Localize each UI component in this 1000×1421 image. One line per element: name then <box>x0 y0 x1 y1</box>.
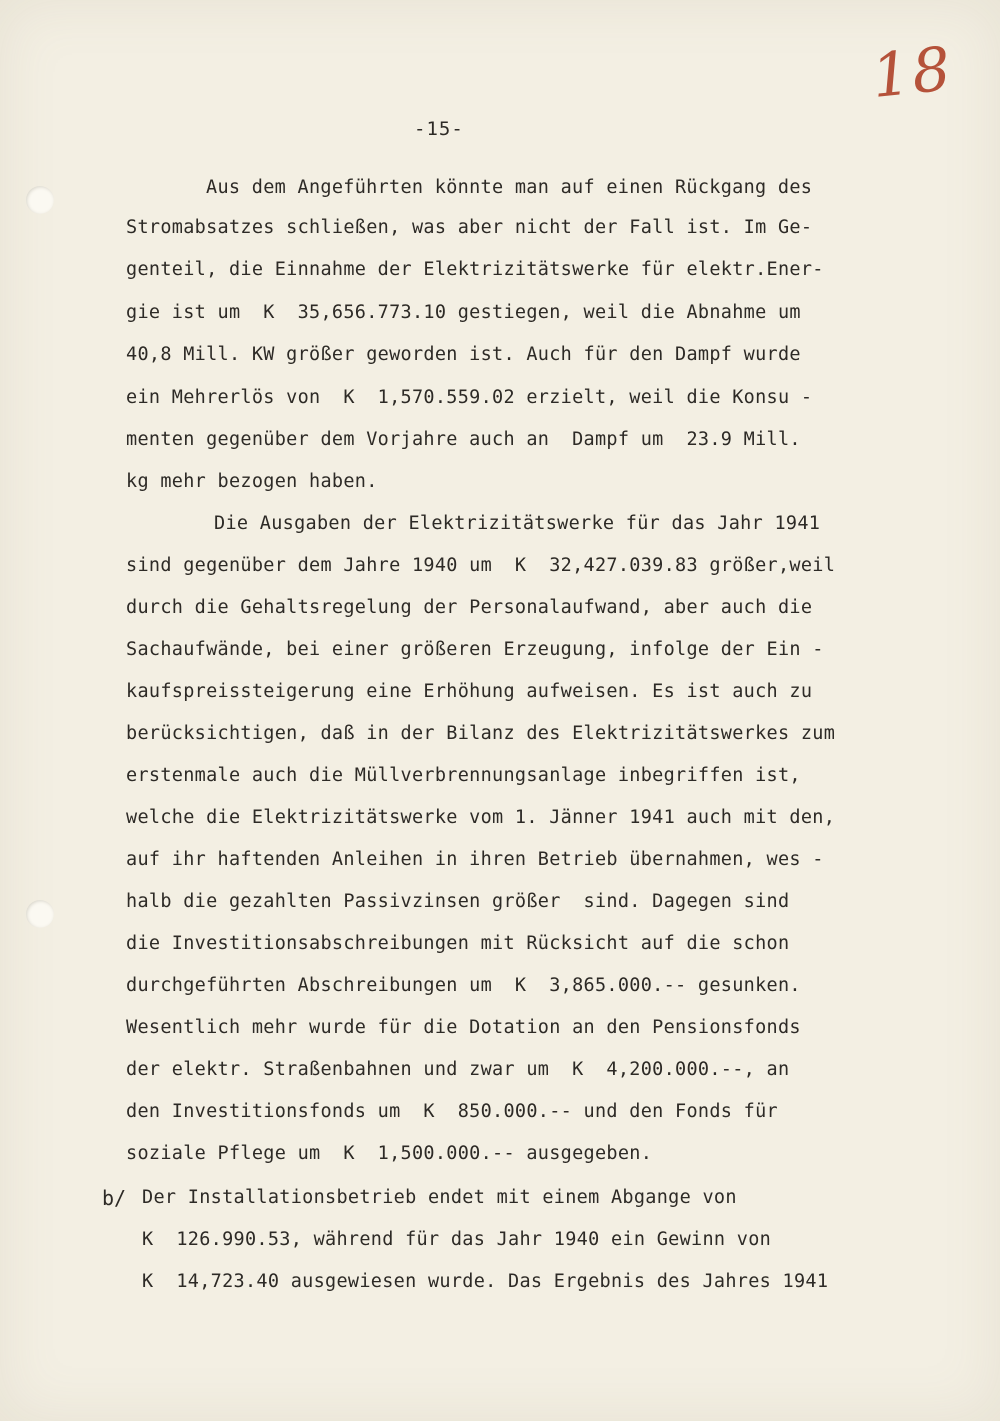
page-number: -15- <box>414 118 464 140</box>
punch-hole <box>26 186 54 214</box>
text-line: ein Mehrerlös von K 1,570.559.02 erzielt, weil die Konsu - <box>126 387 813 408</box>
text-line: kg mehr bezogen haben. <box>126 471 378 492</box>
text-line: welche die Elektrizitätswerke vom 1. Jänner 1941 auch mit den, <box>126 807 836 828</box>
text-line: sind gegenüber dem Jahre 1940 um K 32,427.039.83 größer,weil <box>126 555 836 576</box>
text-line: Stromabsatzes schließen, was aber nicht der Fall ist. Im Ge- <box>126 217 813 238</box>
section-marker: b/ <box>102 1186 127 1210</box>
text-line: K 14,723.40 ausgewiesen wurde. Das Ergebnis des Jahres 1941 <box>142 1271 829 1292</box>
text-line: Sachaufwände, bei einer größeren Erzeugung, infolge der Ein - <box>126 639 824 660</box>
text-line: Der Installationsbetrieb endet mit einem Abgange von <box>142 1187 737 1208</box>
text-line: Wesentlich mehr wurde für die Dotation an den Pensionsfonds <box>126 1017 801 1038</box>
text-line: menten gegenüber dem Vorjahre auch an Dampf um 23.9 Mill. <box>126 429 801 450</box>
text-line: K 126.990.53, während für das Jahr 1940 ein Gewinn von <box>142 1229 772 1250</box>
text-line: den Investitionsfonds um K 850.000.-- und den Fonds für <box>126 1101 778 1122</box>
text-line: erstenmale auch die Müllverbrennungsanlage inbegriffen ist, <box>126 765 801 786</box>
text-line: die Investitionsabschreibungen mit Rücksicht auf die schon <box>126 933 790 954</box>
text-line: 40,8 Mill. KW größer geworden ist. Auch für den Dampf wurde <box>126 344 801 365</box>
text-line: Aus dem Angeführten könnte man auf einen Rückgang des <box>206 177 813 198</box>
text-line: auf ihr haftenden Anleihen in ihren Betrieb übernahmen, wes - <box>126 849 824 870</box>
text-line: genteil, die Einnahme der Elektrizitätswerke für elektr.Ener- <box>126 259 824 280</box>
text-line: soziale Pflege um K 1,500.000.-- ausgegeben. <box>126 1143 653 1164</box>
text-line: der elektr. Straßenbahnen und zwar um K 4,200.000.--, an <box>126 1059 790 1080</box>
text-line: durchgeführten Abschreibungen um K 3,865.000.-- gesunken. <box>126 975 801 996</box>
text-line: halb die gezahlten Passivzinsen größer sind. Dagegen sind <box>126 891 790 912</box>
text-line: durch die Gehaltsregelung der Personalaufwand, aber auch die <box>126 597 813 618</box>
text-line: gie ist um K 35,656.773.10 gestiegen, weil die Abnahme um <box>126 302 801 323</box>
handwritten-folio-number: 18 <box>868 33 956 113</box>
text-line: kaufspreissteigerung eine Erhöhung aufweisen. Es ist auch zu <box>126 681 813 702</box>
punch-hole <box>26 900 54 928</box>
text-line: berücksichtigen, daß in der Bilanz des Elektrizitätswerkes zum <box>126 723 836 744</box>
text-line: Die Ausgaben der Elektrizitätswerke für das Jahr 1941 <box>214 513 821 534</box>
